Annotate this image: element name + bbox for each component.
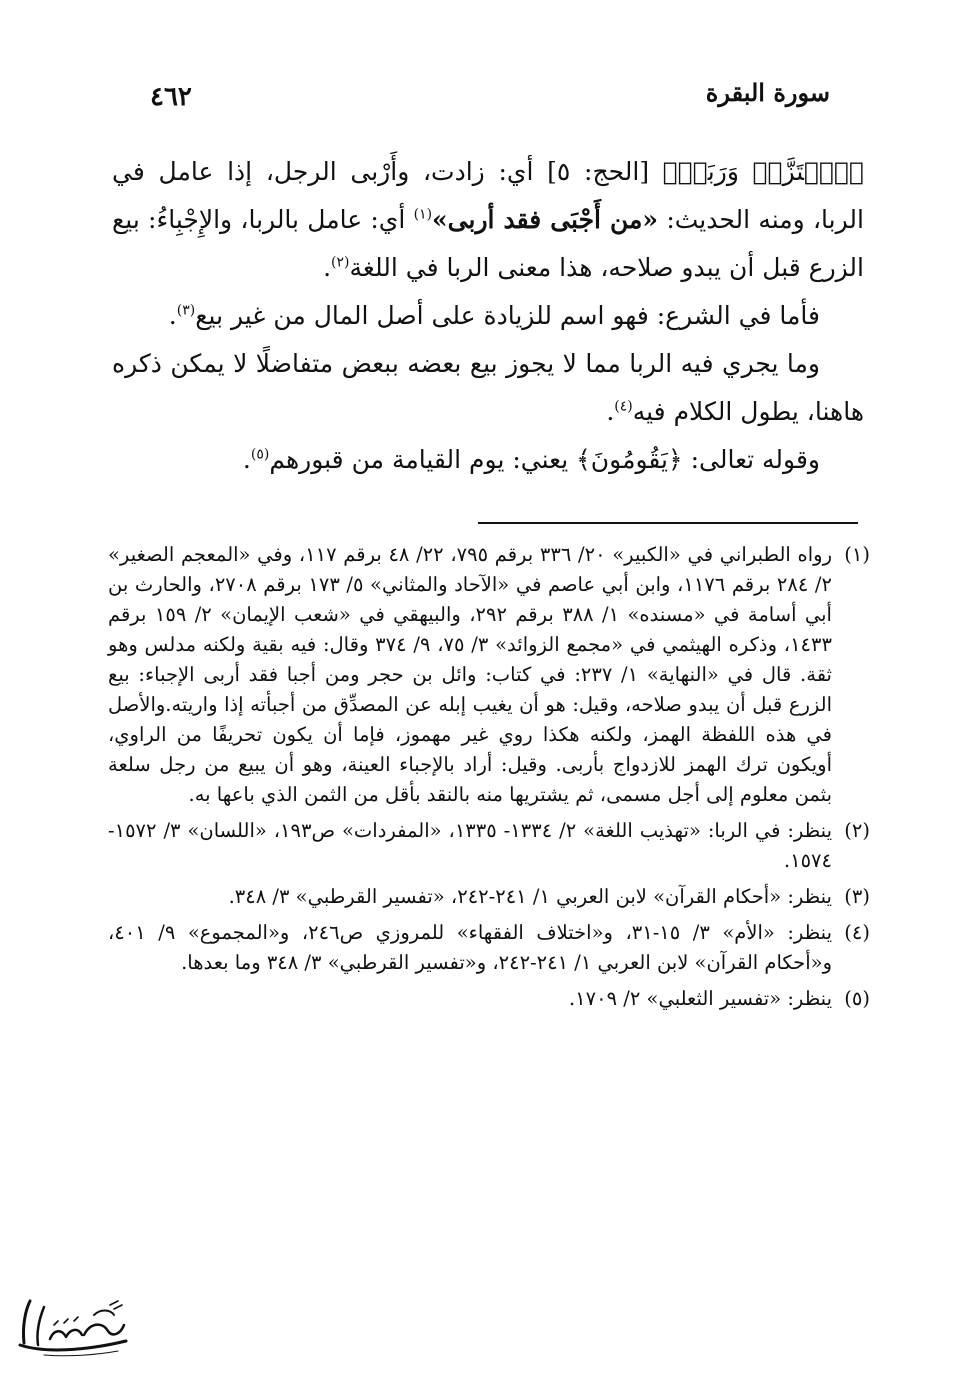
period: . — [606, 397, 615, 426]
period: . — [242, 445, 251, 474]
main-text — [112, 148, 864, 484]
publisher-logo — [14, 1295, 140, 1357]
surah-title: سورة البقرة — [705, 78, 830, 107]
footnote-ref[interactable]: (٥) — [250, 446, 270, 463]
period: . — [168, 301, 177, 330]
footnote-text: رواه الطبراني في «الكبير» ٢٠/ ٣٣٦ برقم ٧٩٥، ٢٢/ ٤٨ برقم ١١٧، وفي «المعجم الصغير» ٢/ ٢٨٤ برقم ١١٧٦، وابن أبي عاصم في «الآحاد والمثاني» ٥/ ١٧٣ برقم ٢٧٠٨، والحارث بن أبي أسامة في «مسنده» ١/ ٣٨٨ برقم ٢٩٢، والبيهقي في «شعب الإيمان» ٢/ ١٥٩ برقم ١٤٣٣، وذكره الهيثمي في «مجمع الزوائد» ٣/ ٧٥، ٩/ ٣٧٤ وقال: فيه بقية ولكنه مدلس وهو ثقة. قال في «النهاية» ١/ ٢٣٧: في كتاب: وائل بن حجر ومن أجبا فقد أربى الإجباء: بيع الزرع قبل أن يبدو صلاحه، وقيل: هو أن يغيب إبله عن المصدِّق من أجبأته إذا واريته.والأصل في هذه اللفظة الهمز، ولكنه هكذا روي غير مهموز، فإما أن يكون تحريفًا من الراوي، أويكون ترك الهمز للازدواج بأربى. وقيل: أراد بالإجباء العينة، وهو أن يبيع من رجل سلعة بثمن معلوم إلى أجل مسمى، ثم يشتريها منه بالنقد بأقل من الثمن الذي باعها به. — [108, 543, 832, 806]
paragraph-text: وما يجري فيه الربا مما لا يجوز بيع بعضه ببعض متفاضلًا لا يمكن ذكره هاهنا، يطول الكلام فيه — [112, 349, 864, 426]
paragraph-1 — [112, 148, 864, 292]
footnote-text: ينظر: «تفسير الثعلبي» ٢/ ١٧٠٩. — [568, 987, 832, 1010]
footnotes — [108, 540, 870, 1020]
footnote-ref[interactable]: (٢) — [331, 254, 350, 271]
paragraph-2 — [112, 292, 864, 340]
footnote-text: ينظر: في الربا: «تهذيب اللغة» ٢/ ١٣٣٤- ١٣٣٥، «المفردات» ص١٩٣، «اللسان» ٣/ ١٥٧٢- ١٥٧٤. — [108, 819, 832, 872]
footnote-ref[interactable]: (١) — [413, 206, 433, 223]
paragraph-text: وقوله تعالى: — [682, 445, 820, 474]
page-number: ٤٦٢ — [150, 82, 192, 112]
footnote-5 — [108, 984, 870, 1014]
quran-reference: [الحج: ٥] — [533, 157, 663, 186]
paragraph-text: يعني: يوم القيامة من قبورهم — [269, 445, 577, 474]
quran-quote: ﴿ٱهۡتَزَّتۡ وَرَبَتۡ﴾ — [662, 157, 864, 186]
footnote-number: (٣) — [844, 885, 870, 908]
footnote-text: ينظر: «الأم» ٣/ ١٥-٣١، و«اختلاف الفقهاء» للمروزي ص٢٤٦، و«المجموع» ٩/ ٤٠١، و«أحكام القرآن» لابن العربي ١/ ٢٤١-٢٤٢، و«تفسير القرطبي» ٣/ ٣٤٨ وما بعدها. — [108, 921, 832, 974]
footnote-1 — [108, 540, 870, 810]
footnote-text: ينظر: «أحكام القرآن» لابن العربي ١/ ٢٤١-٢٤٢، «تفسير القرطبي» ٣/ ٣٤٨. — [228, 885, 832, 908]
page-header — [150, 78, 830, 118]
paragraph-4 — [112, 436, 864, 484]
hadith-quote: «من أَجْبَى فقد أربى» — [432, 205, 659, 234]
footnote-separator — [478, 522, 858, 524]
period: . — [323, 253, 332, 282]
footnote-3 — [108, 882, 870, 912]
footnote-number: (١) — [844, 543, 870, 566]
footnote-number: (٢) — [844, 819, 870, 842]
paragraph-3 — [112, 340, 864, 436]
paragraph-text: أي: عامل بالربا، والإِجْبِاءُ: بيع الزرع قبل أن يبدو صلاحه، هذا معنى الربا في اللغة — [112, 205, 864, 282]
footnote-number: (٥) — [844, 987, 870, 1010]
calligraphy-logo-icon — [14, 1295, 140, 1357]
footnote-4 — [108, 918, 870, 978]
paragraph-text: أي: زادت، وأَرْبى الرجل، إذا عامل في الربا، ومنه الحديث: — [112, 157, 864, 234]
footnote-2 — [108, 816, 870, 876]
footnote-ref[interactable]: (٤) — [614, 398, 633, 415]
footnote-ref[interactable]: (٣) — [176, 302, 196, 319]
paragraph-text: فأما في الشرع: فهو اسم للزيادة على أصل المال من غير بيع — [195, 301, 820, 330]
footnote-number: (٤) — [844, 921, 870, 944]
quran-quote: ﴿يَقُومُونَ﴾ — [576, 445, 683, 474]
